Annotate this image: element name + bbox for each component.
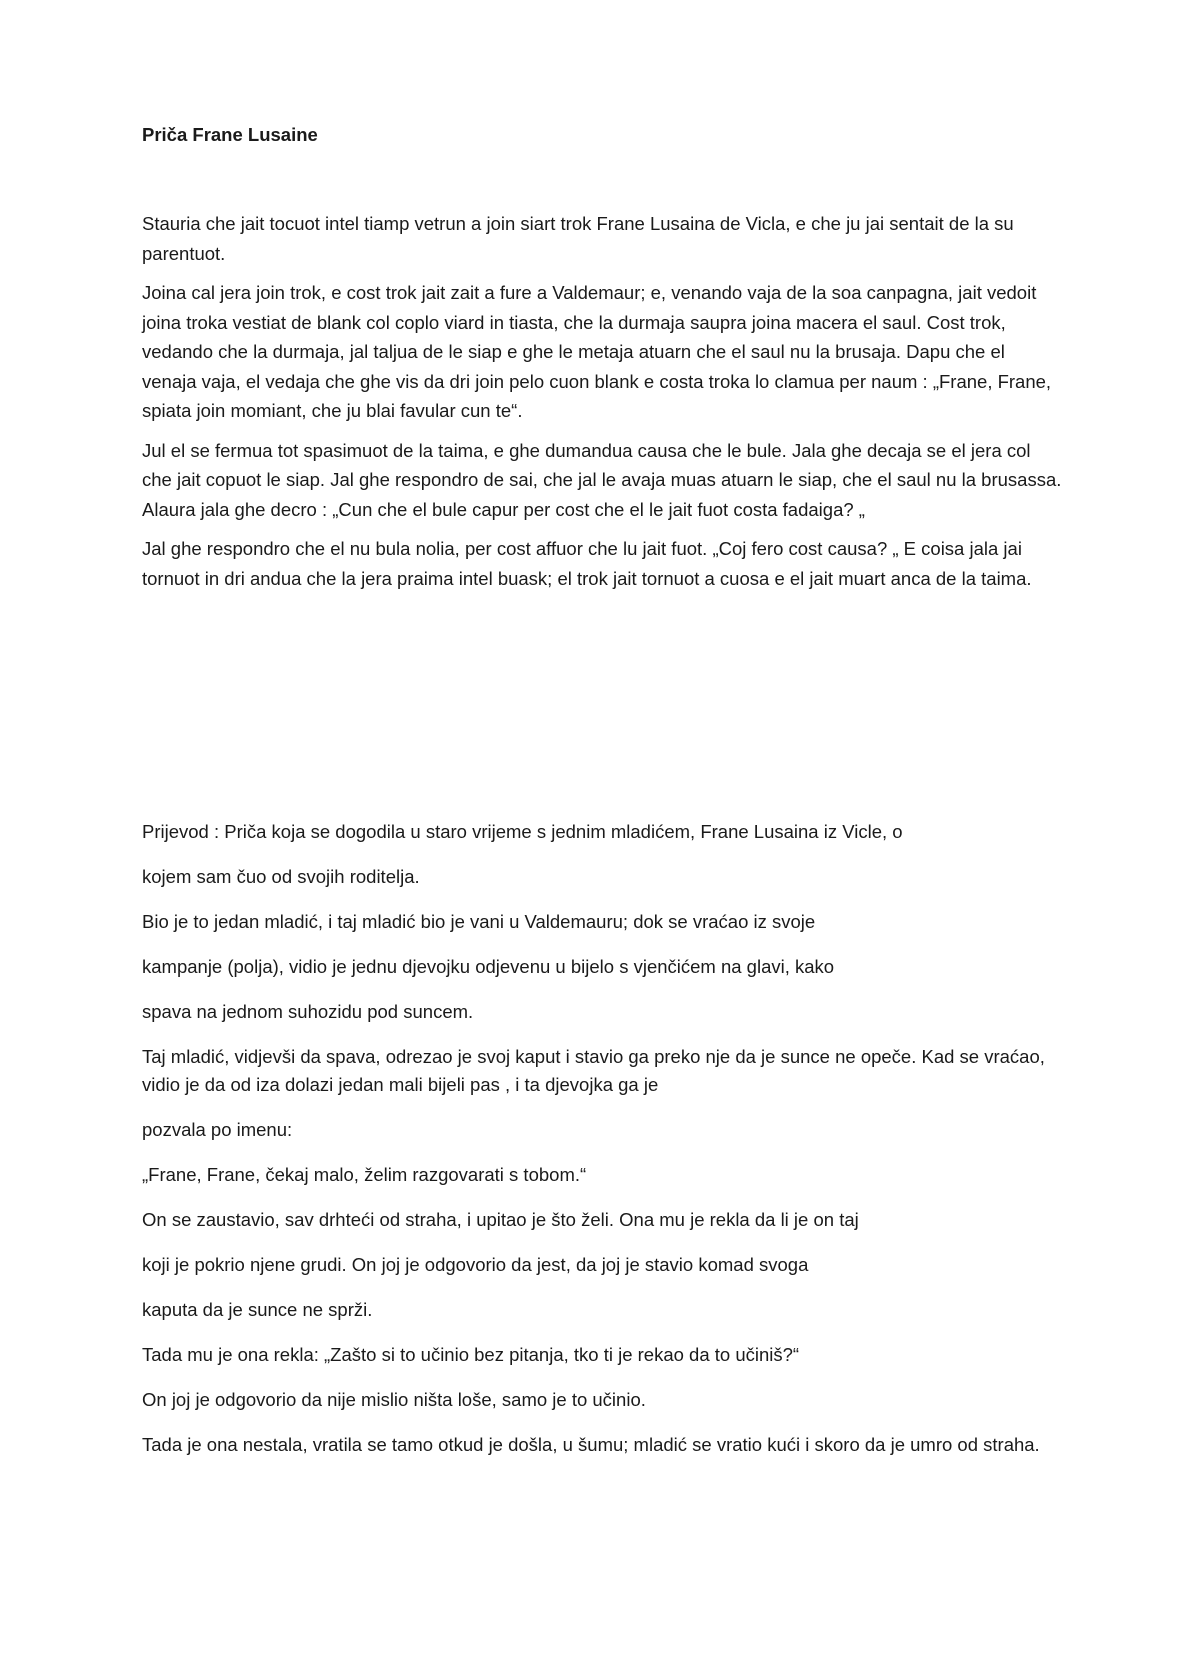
document-title: Priča Frane Lusaine	[142, 124, 318, 145]
translation-paragraph: kampanje (polja), vidio je jednu djevojku odjevenu u bijelo s vjenčićem na glavi, kako	[142, 956, 835, 977]
translation-paragraph: kaputa da je sunce ne sprži.	[142, 1299, 373, 1320]
translation-paragraph: Bio je to jedan mladić, i taj mladić bio je vani u Valdemauru; dok se vraćao iz svoje	[142, 911, 816, 932]
original-paragraph: Joina cal jera join trok, e cost trok jait zait a fure a Valdemaur; e, venando vaja de la soa canpagna, jait vedoit joina troka vestiat de blank col coplo viard in tiasta, che la durmaja saupra joina macera el saul. Cost trok, vedando che la durmaja, jal taljua de le siap e ghe le metaja atuarn che el saul nu la brusaja. Dapu che el venaja vaja, el vedaja che ghe vis da dri join pelo cuon blank e costa troka lo clamua per naum : „Frane, Frane, spiata join momiant, che ju blai favular cun te“.	[142, 282, 1052, 421]
translation-paragraph: Tada je ona nestala, vratila se tamo otkud je došla, u šumu; mladić se vratio kući i skoro da je umro od straha.	[142, 1434, 1040, 1455]
document-page	[142, 0, 1062, 1668]
translation-paragraph: On se zaustavio, sav drhteći od straha, i upitao je što želi. Ona mu je rekla da li je on taj	[142, 1209, 859, 1230]
translation-paragraph: Tada mu je ona rekla: „Zašto si to učinio bez pitanja, tko ti je rekao da to učiniš?“	[142, 1344, 800, 1365]
translation-paragraph: Prijevod : Priča koja se dogodila u staro vrijeme s jednim mladićem, Frane Lusaina iz Vicle, o	[142, 821, 903, 842]
original-text-section	[142, 209, 1062, 603]
translation-paragraph: „Frane, Frane, čekaj malo, želim razgovarati s tobom.“	[142, 1164, 587, 1185]
original-paragraph: Jal ghe respondro che el nu bula nolia, per cost affuor che lu jait fuot. „Coj fero cost causa? „ E coisa jala jai tornuot in dri andua che la jera praima intel buask; el trok jait tornuot a cuosa e el jait muart anca de la taima.	[142, 538, 1032, 589]
original-paragraph: Stauria che jait tocuot intel tiamp vetrun a join siart trok Frane Lusaina de Vicla, e che ju jai sentait de la su parentuot.	[142, 213, 1014, 264]
translation-paragraph: spava na jednom suhozidu pod suncem.	[142, 1001, 474, 1022]
translation-paragraph: kojem sam čuo od svojih roditelja.	[142, 866, 420, 887]
translation-section	[142, 818, 1062, 1476]
translation-paragraph: koji je pokrio njene grudi. On joj je odgovorio da jest, da joj je stavio komad svoga	[142, 1254, 809, 1275]
translation-paragraph: Taj mladić, vidjevši da spava, odrezao je svoj kaput i stavio ga preko nje da je sunce ne opeče. Kad se vraćao, vidio je da od iza dolazi jedan mali bijeli pas , i ta djevojka ga je	[142, 1046, 1045, 1095]
translation-paragraph: pozvala po imenu:	[142, 1119, 293, 1140]
translation-paragraph: On joj je odgovorio da nije mislio ništa loše, samo je to učinio.	[142, 1389, 646, 1410]
original-paragraph: Jul el se fermua tot spasimuot de la taima, e ghe dumandua causa che le bule. Jala ghe decaja se el jera col che jait copuot le siap. Jal ghe respondro de sai, che jal le avaja muas atuarn le siap, che el saul nu la brusassa. Alaura jala ghe decro : „Cun che el bule capur per cost che el le jait fuot costa fadaiga? „	[142, 439, 1062, 520]
